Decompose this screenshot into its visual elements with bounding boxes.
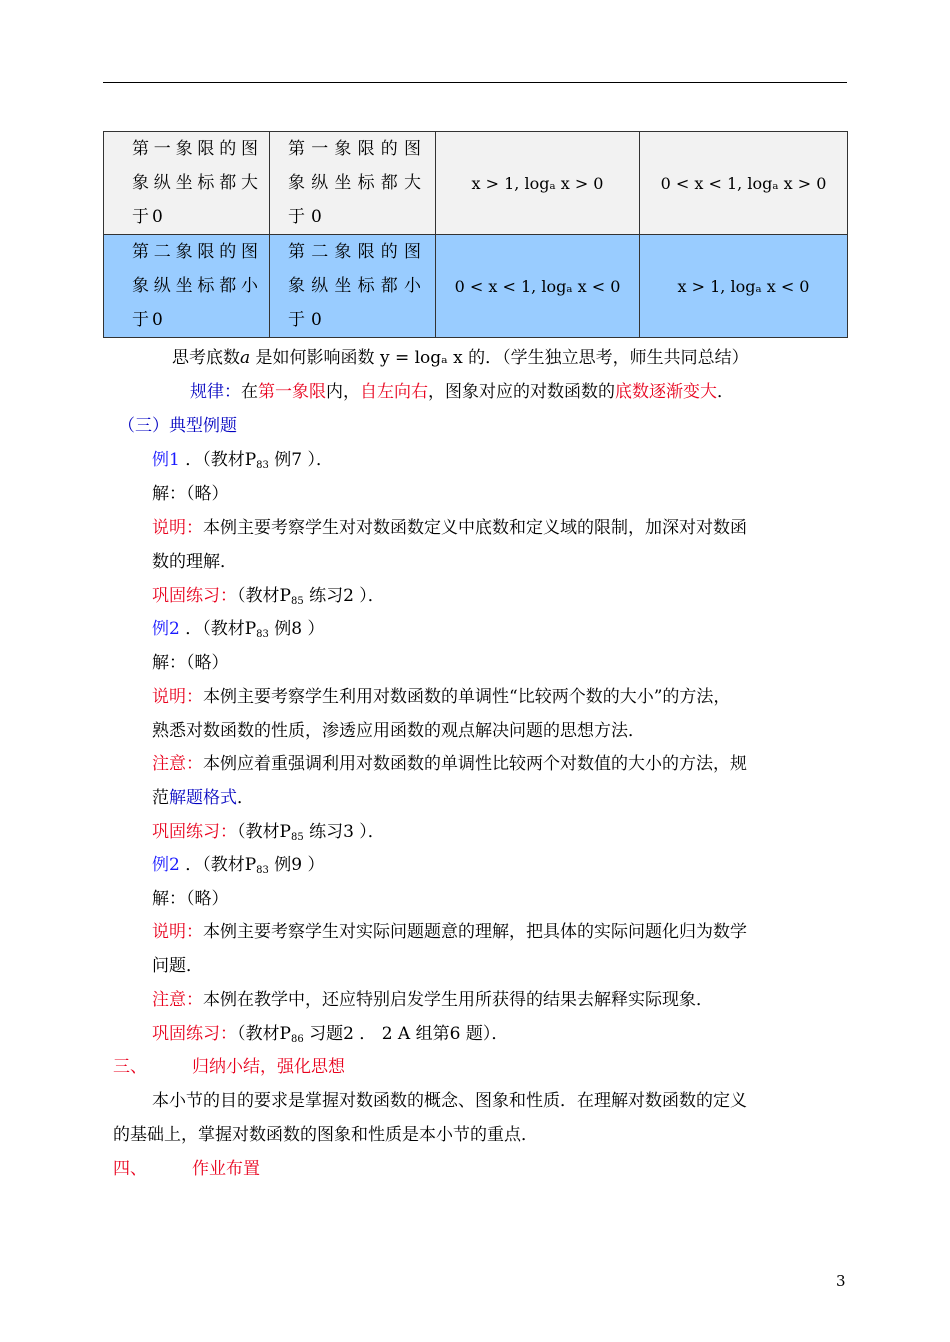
log-properties-table	[103, 131, 848, 338]
attention-highlight: 解题格式	[169, 788, 237, 808]
summary-text: 的基础上，掌握对数函数的图象和性质是本小节的重点．	[113, 1125, 538, 1145]
example-label: 例2	[152, 855, 180, 875]
practice-text: 习题2 ． 2 A 组第6 题）．	[303, 1024, 509, 1044]
rule-text: 在	[241, 382, 258, 402]
think-question	[172, 343, 749, 368]
example-1	[152, 445, 333, 471]
page-ref: 85	[290, 832, 304, 843]
note-label: 说明：	[152, 922, 203, 942]
practice-text: （教材P	[237, 586, 291, 606]
practice-label: 巩固练习：	[152, 822, 237, 842]
example-text: ．（教材P	[179, 619, 257, 639]
note-label: 说明：	[152, 687, 203, 707]
practice-text: （教材P	[237, 1024, 291, 1044]
note-line	[152, 513, 747, 538]
example-text: ．（教材P	[179, 855, 257, 875]
practice-label: 巩固练习：	[152, 586, 237, 606]
rule-highlight: 第一象限	[258, 382, 326, 402]
attention-text: 本例应着重强调利用对数函数的单调性比较两个对数值的大小的方法，规	[203, 754, 747, 774]
example-text: ．（教材P	[179, 450, 257, 470]
example-2	[152, 614, 325, 640]
practice	[152, 817, 385, 843]
note-label: 说明：	[152, 518, 203, 538]
example-text: 例7 ）．	[268, 450, 334, 470]
attention-line	[152, 749, 747, 774]
math-expression: y = logₐ x	[379, 348, 463, 368]
practice-text: 练习3 ）．	[303, 822, 385, 842]
note-line	[152, 917, 747, 942]
note-text: 本例主要考察学生对实际问题题意的理解，把具体的实际问题化归为数学	[203, 922, 747, 942]
practice-text: （教材P	[237, 822, 291, 842]
think-text: 的．（学生独立思考，师生共同总结）	[462, 348, 749, 368]
note-line: 数的理解．	[152, 552, 237, 572]
math-expression: 0 < x < 1, logₐ x > 0	[660, 173, 827, 193]
example-text: 例9 ）	[268, 855, 325, 875]
practice	[152, 581, 385, 607]
section-number: 三、	[113, 1057, 147, 1077]
note-text: 本例主要考察学生对对数函数定义中底数和定义域的限制，加深对对数函	[203, 518, 747, 538]
section-title: 作业布置	[192, 1159, 260, 1179]
attention-text: 范	[152, 788, 169, 808]
table-cell: 第一象限的图象纵坐标都大于0	[270, 132, 436, 235]
example-label: 例2	[152, 619, 180, 639]
solution: 解：（略）	[152, 653, 229, 673]
attention-label: 注意：	[152, 754, 203, 774]
note-line	[152, 682, 730, 707]
rule-label: 规律：	[190, 382, 241, 402]
section-title: 归纳小结，强化思想	[192, 1057, 345, 1077]
page-ref: 86	[290, 1034, 304, 1045]
attention-text: ．	[237, 788, 254, 808]
example-text: 例8 ）	[268, 619, 325, 639]
table-cell	[640, 132, 848, 235]
practice-label: 巩固练习：	[152, 1024, 237, 1044]
page-ref: 85	[290, 596, 304, 607]
table-cell: 第一象限的图象纵坐标都大于0	[104, 132, 270, 235]
page-ref: 83	[256, 629, 269, 640]
attention-line	[152, 985, 713, 1010]
section-number: 四、	[113, 1159, 147, 1179]
rule-highlight: 自左向右	[360, 382, 428, 402]
example-label: 例1	[152, 450, 180, 470]
think-text: 是如何影响函数	[250, 348, 375, 368]
attention-label: 注意：	[152, 990, 203, 1010]
math-expression: 0 < x < 1, logₐ x < 0	[454, 276, 621, 296]
rule-text: ．	[717, 382, 734, 402]
solution: 解：（略）	[152, 484, 229, 504]
think-variable: a	[240, 348, 251, 368]
table-cell	[640, 235, 848, 338]
rule-line	[190, 377, 734, 402]
note-text: 本例主要考察学生利用对数函数的单调性“比较两个数的大小”的方法，	[203, 687, 731, 707]
rule-highlight: 底数逐渐变大	[615, 382, 717, 402]
example-3	[152, 850, 325, 876]
page-ref: 83	[256, 460, 269, 471]
table-row	[104, 235, 848, 338]
solution: 解：（略）	[152, 889, 229, 909]
table-cell	[436, 235, 640, 338]
rule-text: 内，	[326, 382, 360, 402]
table-cell: 第二象限的图象纵坐标都小于0	[104, 235, 270, 338]
page-ref: 83	[256, 865, 269, 876]
homework-heading	[113, 1154, 260, 1179]
practice	[152, 1019, 508, 1045]
page-number: 3	[836, 1272, 846, 1290]
note-line: 熟悉对数函数的性质，渗透应用函数的观点解决问题的思想方法．	[152, 721, 645, 741]
attention-line	[152, 783, 254, 808]
note-line: 问题．	[152, 956, 203, 976]
math-expression: x > 1, logₐ x > 0	[471, 173, 604, 193]
think-text: 思考底数	[172, 348, 240, 368]
table-cell	[436, 132, 640, 235]
table-cell: 第二象限的图象纵坐标都小于0	[270, 235, 436, 338]
practice-text: 练习2 ）．	[303, 586, 385, 606]
header-rule	[103, 82, 847, 83]
rule-text: ，图象对应的对数函数的	[428, 382, 615, 402]
attention-text: 本例在教学中，还应特别启发学生用所获得的结果去解释实际现象．	[203, 990, 713, 1010]
table-row	[104, 132, 848, 235]
summary-heading	[113, 1052, 345, 1077]
math-expression: x > 1, logₐ x < 0	[677, 276, 810, 296]
summary-text: 本小节的目的要求是掌握对数函数的概念、图象和性质．在理解对数函数的定义	[152, 1091, 747, 1111]
section-heading: （三）典型例题	[118, 416, 237, 436]
